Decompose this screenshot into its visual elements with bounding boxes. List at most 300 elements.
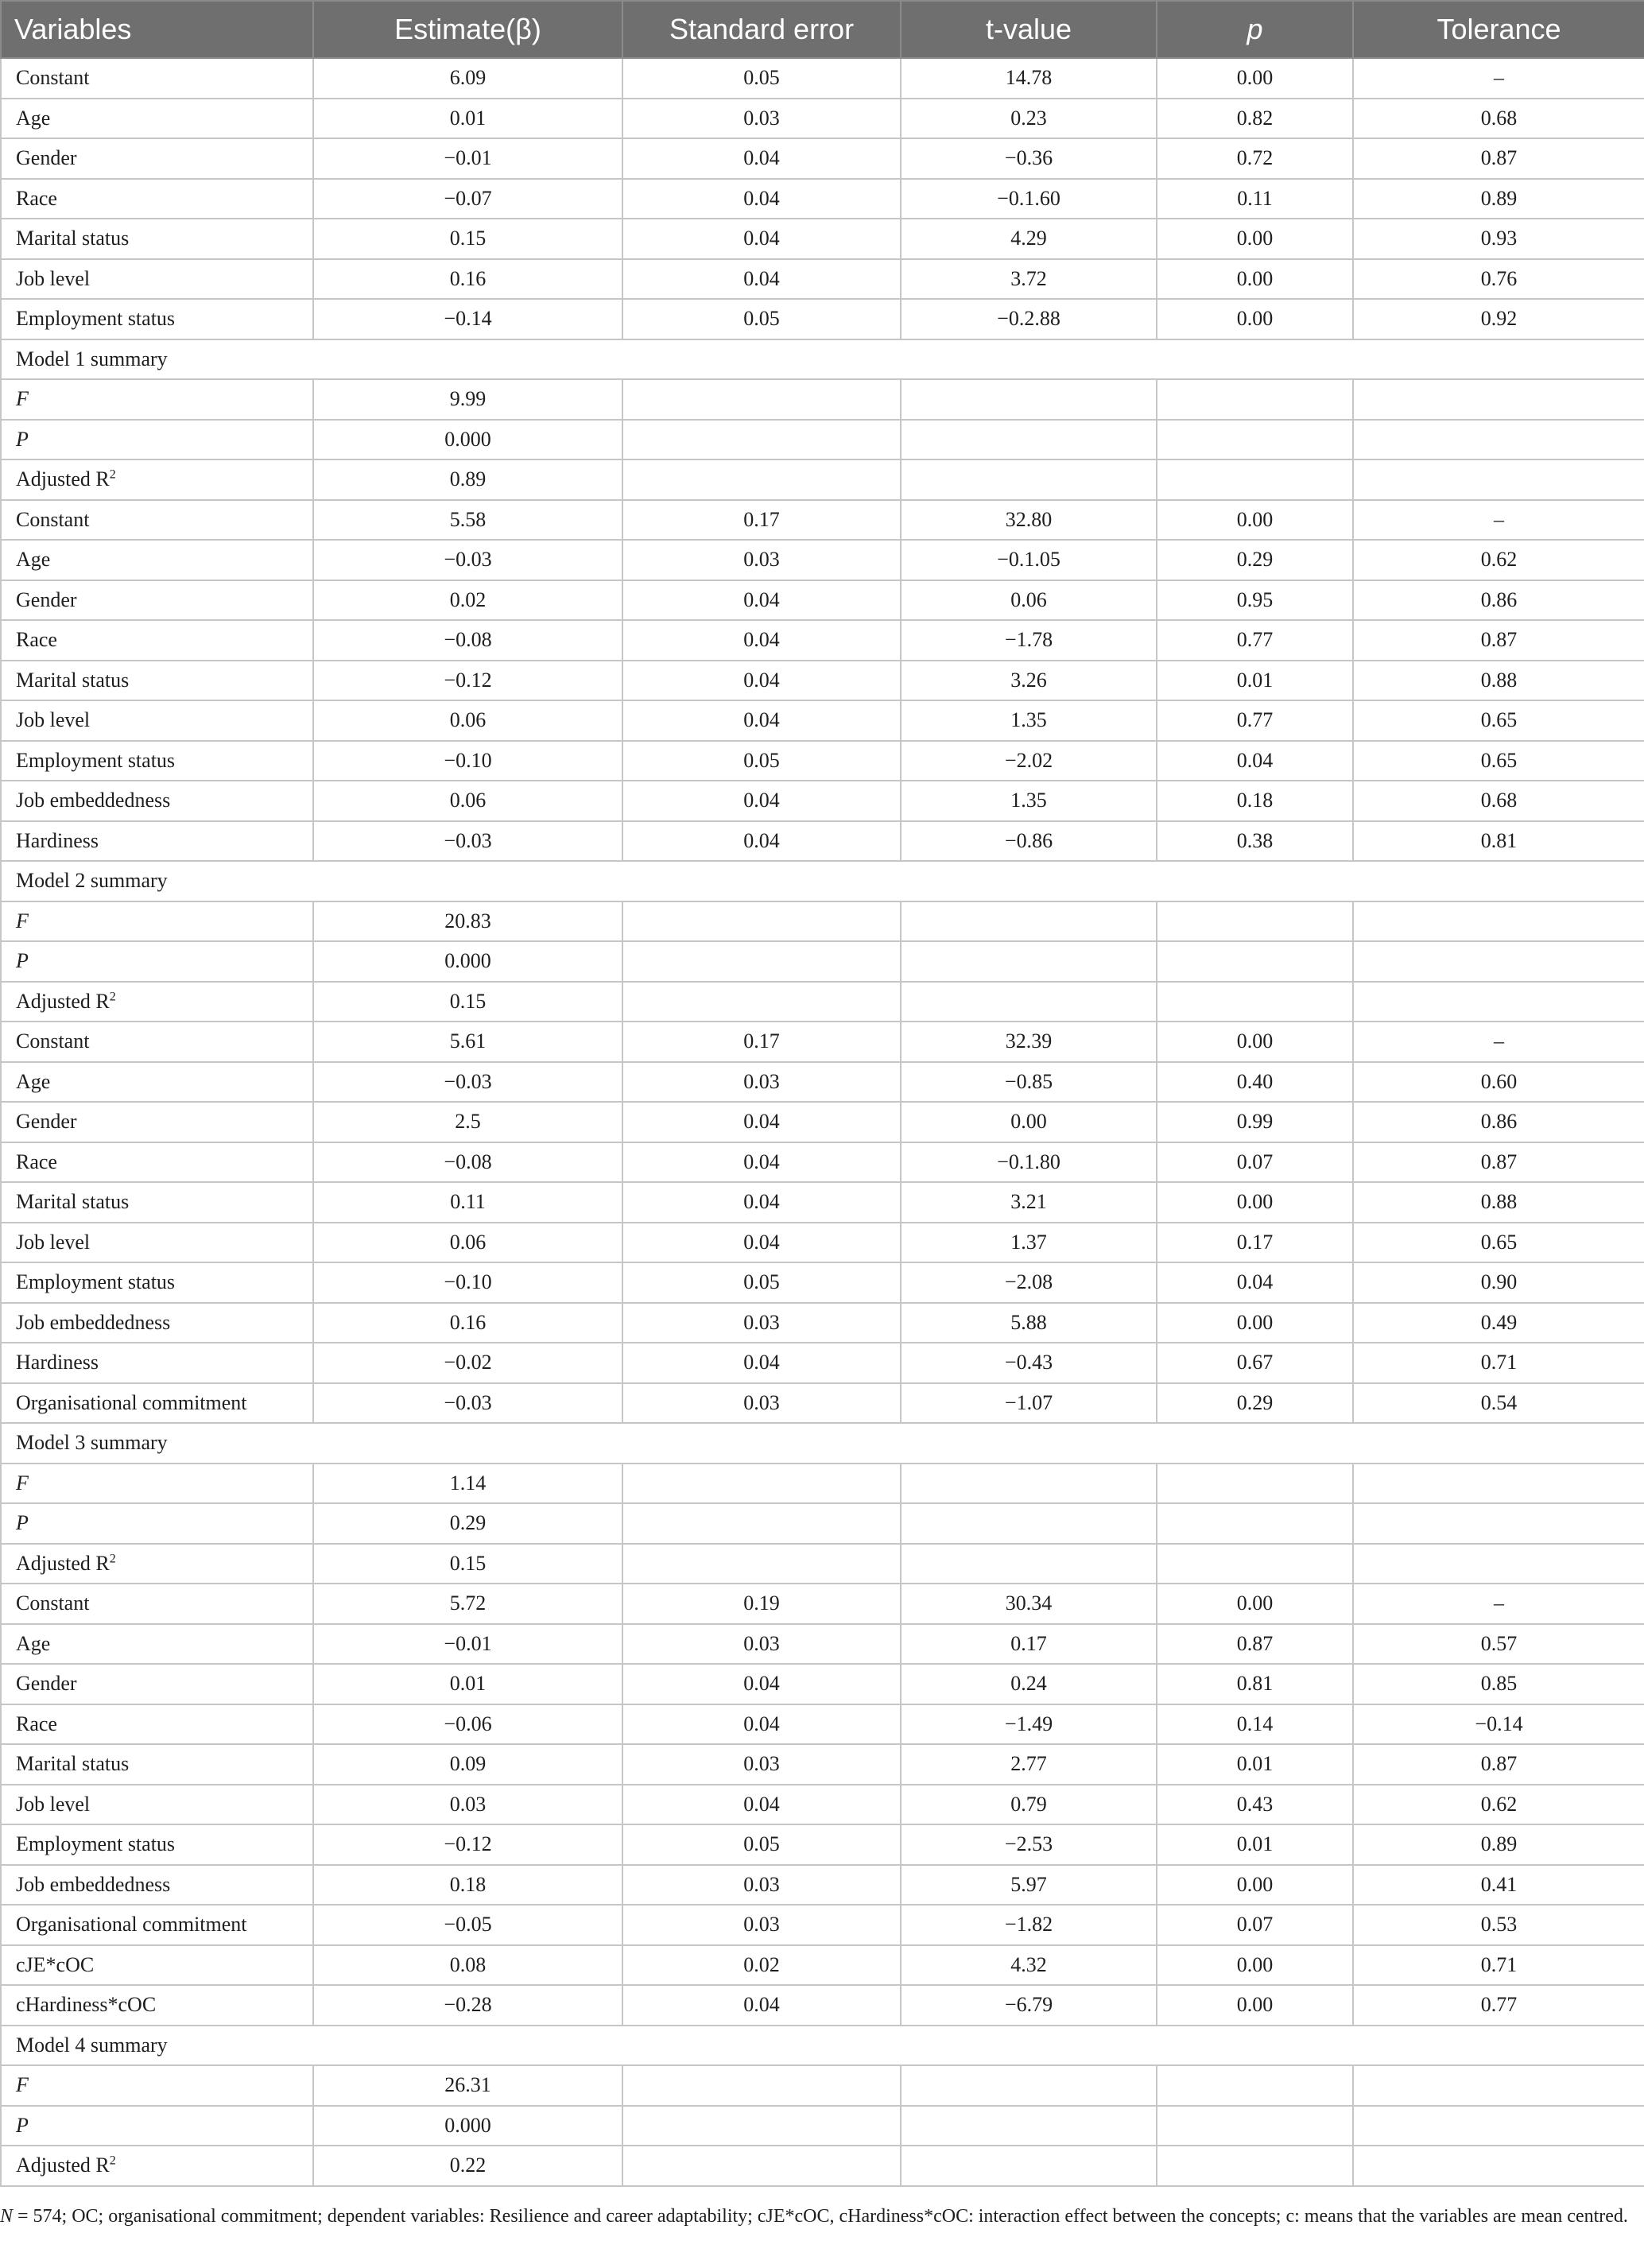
table-row — [1, 1102, 1644, 1142]
table-row — [1, 420, 1644, 460]
table-cell — [1353, 420, 1644, 460]
table-cell — [622, 941, 901, 982]
table-cell: 0.07 — [1157, 1142, 1353, 1183]
table-cell: 0.01 — [1157, 661, 1353, 701]
row-label-text: Adjusted R — [16, 2154, 110, 2177]
table-cell — [622, 420, 901, 460]
table-cell: 0.71 — [1353, 1945, 1644, 1986]
row-label: Gender — [1, 580, 313, 621]
table-cell: 0.93 — [1353, 219, 1644, 259]
table-row — [1, 1905, 1644, 1945]
table-cell: 0.02 — [622, 1945, 901, 1986]
table-cell — [1157, 2065, 1353, 2106]
table-cell: 0.87 — [1353, 138, 1644, 179]
table-cell: 0.99 — [1157, 1102, 1353, 1142]
table-cell — [622, 982, 901, 1022]
table-cell — [1157, 2146, 1353, 2186]
table-cell — [901, 941, 1157, 982]
table-cell — [901, 2106, 1157, 2146]
table-row — [1, 781, 1644, 821]
table-cell: −0.07 — [313, 179, 622, 219]
table-row — [1, 58, 1644, 99]
table-row — [1, 1744, 1644, 1785]
table-cell: 0.81 — [1157, 1664, 1353, 1704]
table-cell: −0.28 — [313, 1985, 622, 2026]
table-row — [1, 1383, 1644, 1424]
table-cell: – — [1353, 58, 1644, 99]
table-cell: 0.89 — [313, 459, 622, 500]
section-row — [1, 2026, 1644, 2066]
table-cell: 0.00 — [1157, 1022, 1353, 1062]
table-cell — [1353, 2106, 1644, 2146]
table-row — [1, 379, 1644, 420]
table-cell: 0.06 — [313, 781, 622, 821]
row-label: P — [1, 1503, 313, 1544]
table-cell: 0.00 — [1157, 219, 1353, 259]
table-cell: 0.88 — [1353, 1182, 1644, 1223]
row-label: Employment status — [1, 1824, 313, 1865]
row-label: Race — [1, 179, 313, 219]
table-cell: 0.86 — [1353, 1102, 1644, 1142]
table-cell: 0.65 — [1353, 741, 1644, 781]
table-cell: 0.00 — [1157, 1584, 1353, 1624]
table-row — [1, 901, 1644, 942]
table-row — [1, 1142, 1644, 1183]
table-cell: 0.06 — [313, 1223, 622, 1263]
table-row — [1, 580, 1644, 621]
table-cell: 0.04 — [622, 259, 901, 300]
table-cell: 9.99 — [313, 379, 622, 420]
table-row — [1, 2065, 1644, 2106]
table-cell: 0.05 — [622, 58, 901, 99]
table-cell: 0.03 — [622, 1062, 901, 1103]
table-cell: 0.65 — [1353, 1223, 1644, 1263]
table-cell — [1353, 1464, 1644, 1504]
table-cell: 0.03 — [622, 1383, 901, 1424]
table-cell: 0.17 — [1157, 1223, 1353, 1263]
table-cell: 0.53 — [1353, 1905, 1644, 1945]
table-cell: −0.10 — [313, 741, 622, 781]
table-cell: −0.1.05 — [901, 540, 1157, 580]
table-cell: 0.62 — [1353, 540, 1644, 580]
row-label: F — [1, 901, 313, 942]
table-row — [1, 138, 1644, 179]
table-cell: 5.72 — [313, 1584, 622, 1624]
table-cell: 2.77 — [901, 1744, 1157, 1785]
table-cell: 0.000 — [313, 420, 622, 460]
table-cell: 20.83 — [313, 901, 622, 942]
table-row — [1, 540, 1644, 580]
col-header-variables: Variables — [1, 1, 313, 58]
row-label: F — [1, 379, 313, 420]
table-cell: 1.14 — [313, 1464, 622, 1504]
table-row — [1, 1182, 1644, 1223]
table-cell: 0.03 — [622, 1905, 901, 1945]
table-cell: 14.78 — [901, 58, 1157, 99]
table-cell — [901, 1464, 1157, 1504]
table-cell: 0.89 — [1353, 1824, 1644, 1865]
row-label-text: Adjusted R — [16, 989, 110, 1013]
row-label: F — [1, 1464, 313, 1504]
table-cell — [901, 1503, 1157, 1544]
table-cell: 0.72 — [1157, 138, 1353, 179]
table-cell: 0.87 — [1353, 1142, 1644, 1183]
table-cell: 0.38 — [1157, 821, 1353, 862]
table-row — [1, 1503, 1644, 1544]
table-cell: 0.15 — [313, 1544, 622, 1584]
table-row — [1, 1824, 1644, 1865]
table-cell: 0.04 — [622, 1182, 901, 1223]
table-cell: 5.97 — [901, 1865, 1157, 1906]
footnote-text: = 574; OC; organisational commitment; dependent variables: Resilience and career adaptability; cJE*cOC, cHardiness*cOC: interaction effect between the concepts; c: means that the variables are mean centred. — [13, 2206, 1628, 2227]
table-cell — [1353, 2065, 1644, 2106]
table-cell: −0.08 — [313, 1142, 622, 1183]
row-label: Age — [1, 99, 313, 139]
table-cell: 0.04 — [622, 580, 901, 621]
row-label: Job level — [1, 1223, 313, 1263]
table-cell: 0.29 — [1157, 540, 1353, 580]
table-cell: 0.24 — [901, 1664, 1157, 1704]
table-row — [1, 1584, 1644, 1624]
table-cell: 0.22 — [313, 2146, 622, 2186]
table-cell: 0.04 — [622, 138, 901, 179]
table-cell: – — [1353, 1022, 1644, 1062]
table-cell — [901, 459, 1157, 500]
table-cell: 0.88 — [1353, 661, 1644, 701]
table-cell: 0.68 — [1353, 781, 1644, 821]
table-cell — [1157, 459, 1353, 500]
table-cell: −0.10 — [313, 1262, 622, 1303]
table-cell: 0.05 — [622, 741, 901, 781]
row-label: Race — [1, 620, 313, 661]
table-cell: 2.5 — [313, 1102, 622, 1142]
table-cell — [901, 420, 1157, 460]
table-row — [1, 259, 1644, 300]
table-cell: 0.67 — [1157, 1343, 1353, 1383]
table-cell: −0.03 — [313, 540, 622, 580]
row-label: Hardiness — [1, 821, 313, 862]
table-cell: 0.11 — [1157, 179, 1353, 219]
table-cell: 0.03 — [622, 1303, 901, 1343]
table-cell: 0.04 — [622, 661, 901, 701]
row-label: Marital status — [1, 661, 313, 701]
table-cell: 0.01 — [1157, 1744, 1353, 1785]
row-label — [1, 1544, 313, 1584]
table-cell: −2.53 — [901, 1824, 1157, 1865]
table-cell: 4.32 — [901, 1945, 1157, 1986]
row-label: P — [1, 941, 313, 982]
table-cell: 0.00 — [1157, 500, 1353, 541]
table-row — [1, 821, 1644, 862]
table-cell — [1353, 941, 1644, 982]
table-cell: 3.21 — [901, 1182, 1157, 1223]
table-cell — [1157, 941, 1353, 982]
row-label: Employment status — [1, 741, 313, 781]
table-cell: 0.60 — [1353, 1062, 1644, 1103]
row-label: Gender — [1, 138, 313, 179]
table-cell — [1353, 379, 1644, 420]
table-cell: 0.05 — [622, 1824, 901, 1865]
table-cell: 4.29 — [901, 219, 1157, 259]
row-label: Constant — [1, 1022, 313, 1062]
table-cell: 0.18 — [313, 1865, 622, 1906]
table-cell: 0.04 — [622, 1102, 901, 1142]
table-row — [1, 179, 1644, 219]
table-cell: 0.62 — [1353, 1785, 1644, 1825]
table-cell: 0.82 — [1157, 99, 1353, 139]
row-label: Marital status — [1, 1744, 313, 1785]
table-cell: 0.04 — [622, 1142, 901, 1183]
table-cell: 0.04 — [622, 1664, 901, 1704]
table-cell: −1.78 — [901, 620, 1157, 661]
table-row — [1, 1343, 1644, 1383]
table-cell: 0.04 — [622, 179, 901, 219]
row-label: Marital status — [1, 1182, 313, 1223]
table-cell: 0.00 — [901, 1102, 1157, 1142]
table-cell: 0.06 — [313, 700, 622, 741]
row-label: Job embeddedness — [1, 1865, 313, 1906]
col-header-tolerance: Tolerance — [1353, 1, 1644, 58]
table-cell: −1.49 — [901, 1704, 1157, 1745]
table-cell: 0.92 — [1353, 299, 1644, 339]
row-label: Gender — [1, 1664, 313, 1704]
table-cell: 0.03 — [622, 1624, 901, 1665]
row-label: Hardiness — [1, 1343, 313, 1383]
table-cell: −0.12 — [313, 1824, 622, 1865]
table-row — [1, 982, 1644, 1022]
table-row — [1, 219, 1644, 259]
r2-superscript: 2 — [109, 990, 116, 1004]
table-cell: −0.14 — [1353, 1704, 1644, 1745]
table-cell: 0.87 — [1353, 1744, 1644, 1785]
table-cell: 26.31 — [313, 2065, 622, 2106]
table-cell: 1.35 — [901, 700, 1157, 741]
table-cell — [901, 982, 1157, 1022]
table-cell: 3.26 — [901, 661, 1157, 701]
row-label: Constant — [1, 58, 313, 99]
table-row — [1, 1062, 1644, 1103]
table-row — [1, 1303, 1644, 1343]
row-label: Organisational commitment — [1, 1383, 313, 1424]
table-row — [1, 1945, 1644, 1986]
table-cell — [622, 1544, 901, 1584]
row-label: Race — [1, 1142, 313, 1183]
table-cell: −0.14 — [313, 299, 622, 339]
table-cell — [1353, 459, 1644, 500]
row-label-text: Adjusted R — [16, 1551, 110, 1575]
table-cell — [1353, 2146, 1644, 2186]
table-cell: 0.05 — [622, 1262, 901, 1303]
table-cell: 0.65 — [1353, 700, 1644, 741]
table-row — [1, 1464, 1644, 1504]
table-cell: 3.72 — [901, 259, 1157, 300]
table-cell: 0.04 — [622, 620, 901, 661]
table-cell: 0.06 — [901, 580, 1157, 621]
row-label: Job level — [1, 259, 313, 300]
table-cell: 0.04 — [622, 700, 901, 741]
table-cell: −0.01 — [313, 1624, 622, 1665]
table-row — [1, 1985, 1644, 2026]
col-header-t-value: t-value — [901, 1, 1157, 58]
r2-superscript: 2 — [109, 1552, 116, 1566]
table-cell: 0.17 — [622, 500, 901, 541]
table-cell: 0.16 — [313, 1303, 622, 1343]
table-row — [1, 941, 1644, 982]
table-row — [1, 500, 1644, 541]
table-cell: 5.61 — [313, 1022, 622, 1062]
row-label: cJE*cOC — [1, 1945, 313, 1986]
table-cell: 30.34 — [901, 1584, 1157, 1624]
row-label: Age — [1, 540, 313, 580]
row-label — [1, 2146, 313, 2186]
section-label: Model 3 summary — [1, 1423, 1644, 1464]
table-cell: 0.18 — [1157, 781, 1353, 821]
table-cell: 0.87 — [1157, 1624, 1353, 1665]
table-cell: 0.04 — [622, 219, 901, 259]
table-cell: 0.04 — [622, 821, 901, 862]
table-cell: −0.1.60 — [901, 179, 1157, 219]
table-cell: −6.79 — [901, 1985, 1157, 2026]
table-cell: 0.03 — [622, 540, 901, 580]
table-cell — [901, 379, 1157, 420]
table-cell — [1353, 901, 1644, 942]
section-label: Model 4 summary — [1, 2026, 1644, 2066]
table-cell: 0.08 — [313, 1945, 622, 1986]
table-cell: 0.57 — [1353, 1624, 1644, 1665]
table-cell — [1353, 1503, 1644, 1544]
table-cell: −0.03 — [313, 1062, 622, 1103]
table-cell: 0.03 — [622, 1744, 901, 1785]
table-cell: 0.00 — [1157, 1985, 1353, 2026]
section-row — [1, 1423, 1644, 1464]
table-cell: −0.1.80 — [901, 1142, 1157, 1183]
table-cell — [1157, 379, 1353, 420]
row-label — [1, 459, 313, 500]
table-row — [1, 299, 1644, 339]
row-label: Job level — [1, 1785, 313, 1825]
table-cell — [901, 1544, 1157, 1584]
table-cell: −0.01 — [313, 138, 622, 179]
table-cell: 0.15 — [313, 219, 622, 259]
table-cell — [622, 2106, 901, 2146]
table-cell: 0.81 — [1353, 821, 1644, 862]
section-label: Model 2 summary — [1, 861, 1644, 901]
table-row — [1, 1785, 1644, 1825]
table-cell — [1353, 982, 1644, 1022]
table-cell: 0.68 — [1353, 99, 1644, 139]
table-footnote — [0, 2200, 1630, 2232]
table-cell: 0.00 — [1157, 259, 1353, 300]
table-cell: 0.77 — [1353, 1985, 1644, 2026]
table-cell: 5.58 — [313, 500, 622, 541]
table-cell: 0.16 — [313, 259, 622, 300]
table-cell: 0.17 — [622, 1022, 901, 1062]
row-label — [1, 982, 313, 1022]
r2-superscript: 2 — [109, 2154, 116, 2168]
table-row — [1, 2146, 1644, 2186]
table-cell: 0.40 — [1157, 1062, 1353, 1103]
row-label: Employment status — [1, 1262, 313, 1303]
col-header-standard-error: Standard error — [622, 1, 901, 58]
table-cell — [622, 379, 901, 420]
table-cell: – — [1353, 500, 1644, 541]
section-row — [1, 339, 1644, 380]
table-cell — [622, 901, 901, 942]
row-label: Job level — [1, 700, 313, 741]
table-cell: −2.08 — [901, 1262, 1157, 1303]
table-cell: 0.54 — [1353, 1383, 1644, 1424]
section-row — [1, 861, 1644, 901]
table-cell: 0.29 — [1157, 1383, 1353, 1424]
table-cell: 6.09 — [313, 58, 622, 99]
table-cell — [1157, 1464, 1353, 1504]
row-label: Marital status — [1, 219, 313, 259]
row-label: Age — [1, 1062, 313, 1103]
table-cell: 0.04 — [622, 1223, 901, 1263]
table-cell: 0.000 — [313, 941, 622, 982]
table-row — [1, 99, 1644, 139]
table-cell: −0.06 — [313, 1704, 622, 1745]
table-cell: 0.43 — [1157, 1785, 1353, 1825]
table-cell: 1.37 — [901, 1223, 1157, 1263]
table-cell: 0.04 — [622, 1343, 901, 1383]
table-cell: 0.87 — [1353, 620, 1644, 661]
table-cell: 0.19 — [622, 1584, 901, 1624]
table-row — [1, 1704, 1644, 1745]
table-cell: 0.49 — [1353, 1303, 1644, 1343]
table-body — [1, 58, 1644, 2186]
table-row — [1, 700, 1644, 741]
table-row — [1, 1624, 1644, 1665]
table-cell: 0.89 — [1353, 179, 1644, 219]
table-cell: −0.36 — [901, 138, 1157, 179]
table-cell: 0.03 — [622, 1865, 901, 1906]
table-cell: 0.41 — [1353, 1865, 1644, 1906]
table-cell: 0.17 — [901, 1624, 1157, 1665]
table-cell: 0.04 — [1157, 1262, 1353, 1303]
table-cell: 0.02 — [313, 580, 622, 621]
table-cell: 0.03 — [622, 99, 901, 139]
table-row — [1, 459, 1644, 500]
r2-superscript: 2 — [109, 467, 116, 482]
row-label: Constant — [1, 1584, 313, 1624]
table-cell — [901, 2146, 1157, 2186]
table-cell: 0.15 — [313, 982, 622, 1022]
table-row — [1, 1544, 1644, 1584]
table-cell: −1.82 — [901, 1905, 1157, 1945]
table-cell: 0.77 — [1157, 700, 1353, 741]
row-label: F — [1, 2065, 313, 2106]
table-cell: 0.04 — [622, 1985, 901, 2026]
table-cell: 0.04 — [622, 1785, 901, 1825]
table-cell — [1157, 901, 1353, 942]
table-cell — [901, 2065, 1157, 2106]
table-cell: 1.35 — [901, 781, 1157, 821]
table-cell: 0.01 — [313, 1664, 622, 1704]
table-cell: −0.08 — [313, 620, 622, 661]
table-cell: 0.07 — [1157, 1905, 1353, 1945]
table-cell: 0.01 — [1157, 1824, 1353, 1865]
table-cell: 0.00 — [1157, 1182, 1353, 1223]
table-cell: −0.03 — [313, 821, 622, 862]
table-cell — [622, 1503, 901, 1544]
table-cell: −0.85 — [901, 1062, 1157, 1103]
table-cell: 0.04 — [622, 781, 901, 821]
row-label: cHardiness*cOC — [1, 1985, 313, 2026]
table-cell: 0.90 — [1353, 1262, 1644, 1303]
table-cell: 0.85 — [1353, 1664, 1644, 1704]
table-cell: 32.80 — [901, 500, 1157, 541]
